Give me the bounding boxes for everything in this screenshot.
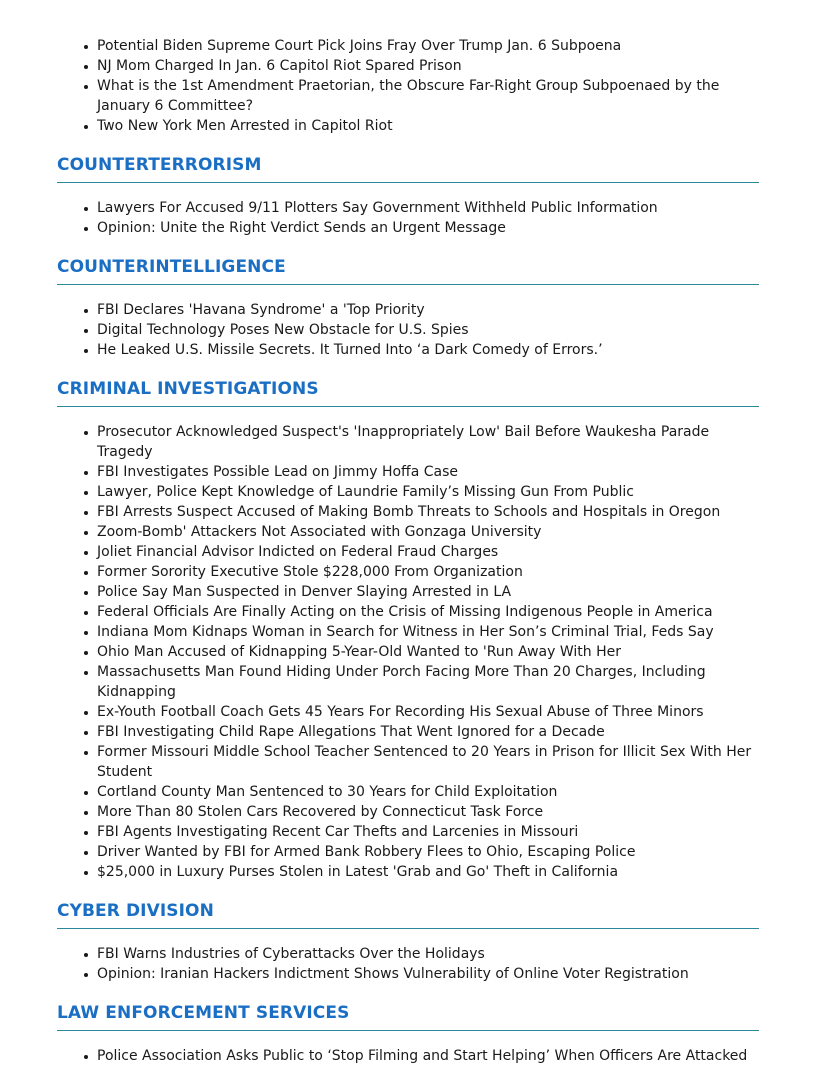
article-link[interactable]: Digital Technology Poses New Obstacle for U.S. Spies (57, 320, 759, 340)
article-link[interactable]: Joliet Financial Advisor Indicted on Federal Fraud Charges (57, 542, 759, 562)
article-link[interactable]: FBI Agents Investigating Recent Car Thefts and Larcenies in Missouri (57, 822, 759, 842)
article-link[interactable]: Massachusetts Man Found Hiding Under Porch Facing More Than 20 Charges, Including Kidnapping (57, 662, 759, 702)
article-link[interactable]: Opinion: Unite the Right Verdict Sends an Urgent Message (57, 218, 759, 238)
top-article-list (57, 36, 759, 136)
article-link[interactable]: $25,000 in Luxury Purses Stolen in Latest 'Grab and Go' Theft in California (57, 862, 759, 882)
article-link[interactable]: FBI Warns Industries of Cyberattacks Over the Holidays (57, 944, 759, 964)
section-counterterrorism (57, 153, 759, 238)
article-link[interactable]: Driver Wanted by FBI for Armed Bank Robbery Flees to Ohio, Escaping Police (57, 842, 759, 862)
article-link[interactable]: Potential Biden Supreme Court Pick Joins Fray Over Trump Jan. 6 Subpoena (57, 36, 759, 56)
article-link[interactable]: More Than 80 Stolen Cars Recovered by Connecticut Task Force (57, 802, 759, 822)
article-list (57, 1046, 759, 1066)
article-link[interactable]: Zoom-Bomb' Attackers Not Associated with Gonzaga University (57, 522, 759, 542)
article-list (57, 944, 759, 984)
article-link[interactable]: FBI Investigates Possible Lead on Jimmy Hoffa Case (57, 462, 759, 482)
article-link[interactable]: Prosecutor Acknowledged Suspect's 'Inappropriately Low' Bail Before Waukesha Parade Tragedy (57, 422, 759, 462)
article-link[interactable]: Police Association Asks Public to ‘Stop Filming and Start Helping’ When Officers Are Attacked (57, 1046, 759, 1066)
article-link[interactable]: Cortland County Man Sentenced to 30 Years for Child Exploitation (57, 782, 759, 802)
article-link[interactable]: He Leaked U.S. Missile Secrets. It Turned Into ‘a Dark Comedy of Errors.’ (57, 340, 759, 360)
article-link[interactable]: Indiana Mom Kidnaps Woman in Search for Witness in Her Son’s Criminal Trial, Feds Say (57, 622, 759, 642)
article-link[interactable]: Two New York Men Arrested in Capitol Riot (57, 116, 759, 136)
section-heading: COUNTERINTELLIGENCE (57, 255, 759, 285)
article-list (57, 198, 759, 238)
article-link[interactable]: Former Sorority Executive Stole $228,000 From Organization (57, 562, 759, 582)
article-link[interactable]: Ex-Youth Football Coach Gets 45 Years For Recording His Sexual Abuse of Three Minors (57, 702, 759, 722)
article-link[interactable]: NJ Mom Charged In Jan. 6 Capitol Riot Spared Prison (57, 56, 759, 76)
section-cyber-division (57, 899, 759, 984)
article-link[interactable]: Former Missouri Middle School Teacher Sentenced to 20 Years in Prison for Illicit Sex With Her Student (57, 742, 759, 782)
section-heading: LAW ENFORCEMENT SERVICES (57, 1001, 759, 1031)
article-link[interactable]: Federal Officials Are Finally Acting on the Crisis of Missing Indigenous People in America (57, 602, 759, 622)
section-law-enforcement-services (57, 1001, 759, 1066)
article-link[interactable]: Lawyers For Accused 9/11 Plotters Say Government Withheld Public Information (57, 198, 759, 218)
section-heading: COUNTERTERRORISM (57, 153, 759, 183)
article-link[interactable]: FBI Declares 'Havana Syndrome' a 'Top Priority (57, 300, 759, 320)
article-list (57, 422, 759, 882)
section-counterintelligence (57, 255, 759, 360)
article-link[interactable]: Ohio Man Accused of Kidnapping 5-Year-Old Wanted to 'Run Away With Her (57, 642, 759, 662)
section-heading: CRIMINAL INVESTIGATIONS (57, 377, 759, 407)
article-list (57, 300, 759, 360)
article-link[interactable]: FBI Investigating Child Rape Allegations That Went Ignored for a Decade (57, 722, 759, 742)
section-criminal-investigations (57, 377, 759, 882)
news-digest (57, 36, 759, 1066)
article-link[interactable]: Lawyer, Police Kept Knowledge of Laundrie Family’s Missing Gun From Public (57, 482, 759, 502)
article-link[interactable]: What is the 1st Amendment Praetorian, the Obscure Far-Right Group Subpoenaed by the January 6 Committee? (57, 76, 759, 116)
article-link[interactable]: Opinion: Iranian Hackers Indictment Shows Vulnerability of Online Voter Registration (57, 964, 759, 984)
article-link[interactable]: FBI Arrests Suspect Accused of Making Bomb Threats to Schools and Hospitals in Oregon (57, 502, 759, 522)
article-link[interactable]: Police Say Man Suspected in Denver Slaying Arrested in LA (57, 582, 759, 602)
section-heading: CYBER DIVISION (57, 899, 759, 929)
